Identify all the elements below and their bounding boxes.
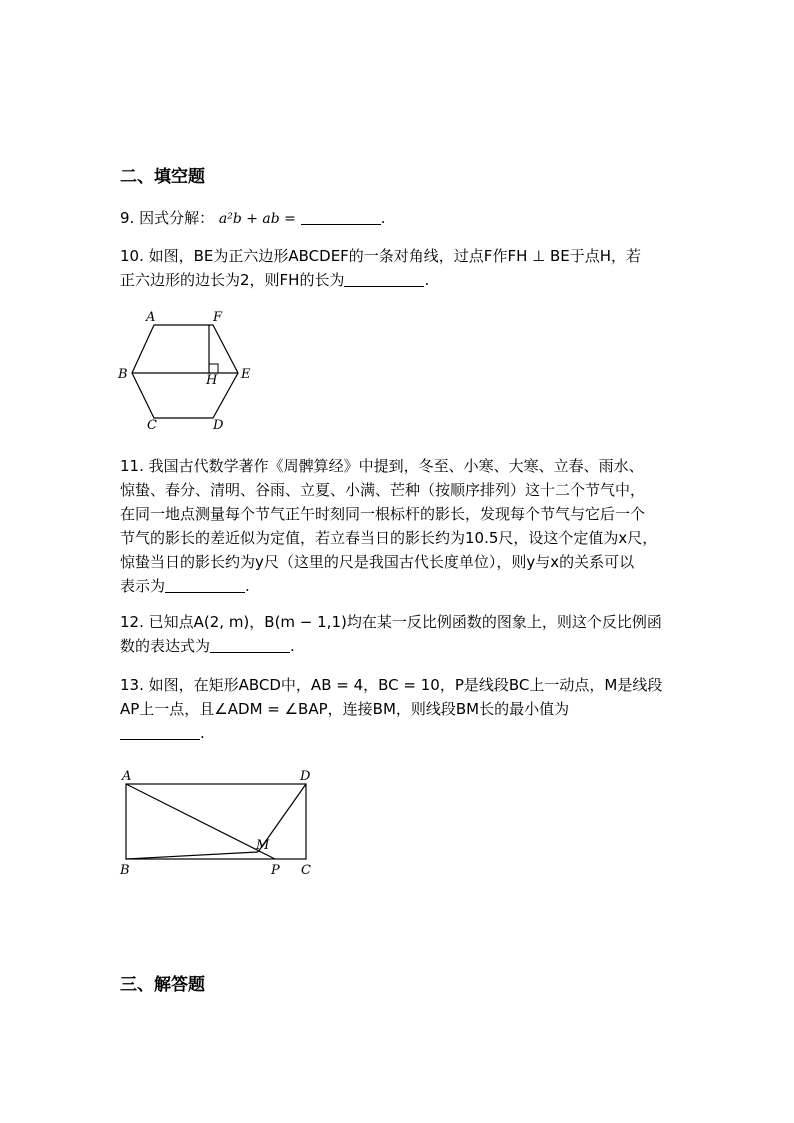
q10-line1: 10. 如图，BE为正六边形ABCDEF的一条对角线，过点F作FH ⊥ BE于点H，若 [120, 247, 641, 265]
hexagon-figure [118, 308, 258, 433]
segment-bm [126, 852, 258, 859]
q10-line2: 正六边形的边长为2，则FH的长为 . [120, 271, 430, 289]
label-e: E [241, 367, 251, 382]
q13-line2: AP上一点，且∠ADM = ∠BAP，连接BM，则线段BM长的最小值为 [120, 700, 570, 718]
q9-prefix: 9. 因式分解： [120, 209, 215, 227]
q12-answer-blank[interactable] [210, 638, 290, 653]
label-d: D [300, 769, 311, 784]
label-d: D [213, 418, 224, 433]
rectangle-figure [118, 766, 328, 881]
label-m: M [256, 838, 270, 853]
q12-line2: 数的表达式为 . [120, 637, 295, 655]
question-12 [120, 610, 690, 658]
q11-line6: 表示为 . [120, 577, 250, 595]
section-3-title: 三、解答题 [120, 975, 205, 995]
question-11 [120, 454, 690, 598]
label-a: A [146, 310, 156, 325]
q9-answer-blank[interactable] [301, 210, 381, 225]
q12-line1: 12. 已知点A(2, m)，B(m − 1,1)均在某一反比例函数的图象上，则这个反比例函 [120, 613, 662, 631]
label-f: F [213, 310, 223, 325]
q11-line4: 节气的影长的差近似为定值，若立春当日的影长约为10.5尺，设这个定值为x尺， [120, 529, 658, 547]
q11-answer-blank[interactable] [165, 578, 245, 593]
label-b: B [120, 863, 130, 878]
question-13 [120, 673, 690, 745]
label-b: B [118, 367, 128, 382]
section-2-title: 二、填空题 [120, 167, 205, 187]
hexagon-outline [132, 325, 238, 418]
q11-line3: 在同一地点测量每个节气正午时刻同一根标杆的影长，发现每个节气与它后一个 [120, 505, 646, 523]
q11-line5: 惊蛰当日的影长约为y尺（这里的尺是我国古代长度单位），则y与x的关系可以 [120, 553, 635, 571]
q11-line1: 11. 我国古代数学著作《周髀算经》中提到，冬至、小寒、大寒、立春、雨水、 [120, 457, 644, 475]
q9-end: . [380, 209, 386, 227]
q9-expression: a²b + ab = [218, 211, 296, 227]
label-c: C [301, 863, 311, 878]
q13-line1: 13. 如图，在矩形ABCD中，AB = 4，BC = 10，P是线段BC上一动点，M是线段 [120, 676, 663, 694]
q13-answer-blank[interactable] [120, 725, 200, 740]
q13-line3: . [120, 721, 690, 745]
segment-ap [126, 784, 275, 859]
question-9 [120, 206, 690, 231]
question-10 [120, 244, 690, 292]
label-p: P [271, 863, 280, 878]
q11-line2: 惊蛰、春分、清明、谷雨、立夏、小满、芒种（按顺序排列）这十二个节气中， [120, 481, 646, 499]
label-h: H [206, 373, 218, 388]
right-angle-mark [209, 364, 218, 373]
label-c: C [147, 418, 157, 433]
label-a: A [122, 769, 132, 784]
q10-answer-blank[interactable] [344, 272, 424, 287]
